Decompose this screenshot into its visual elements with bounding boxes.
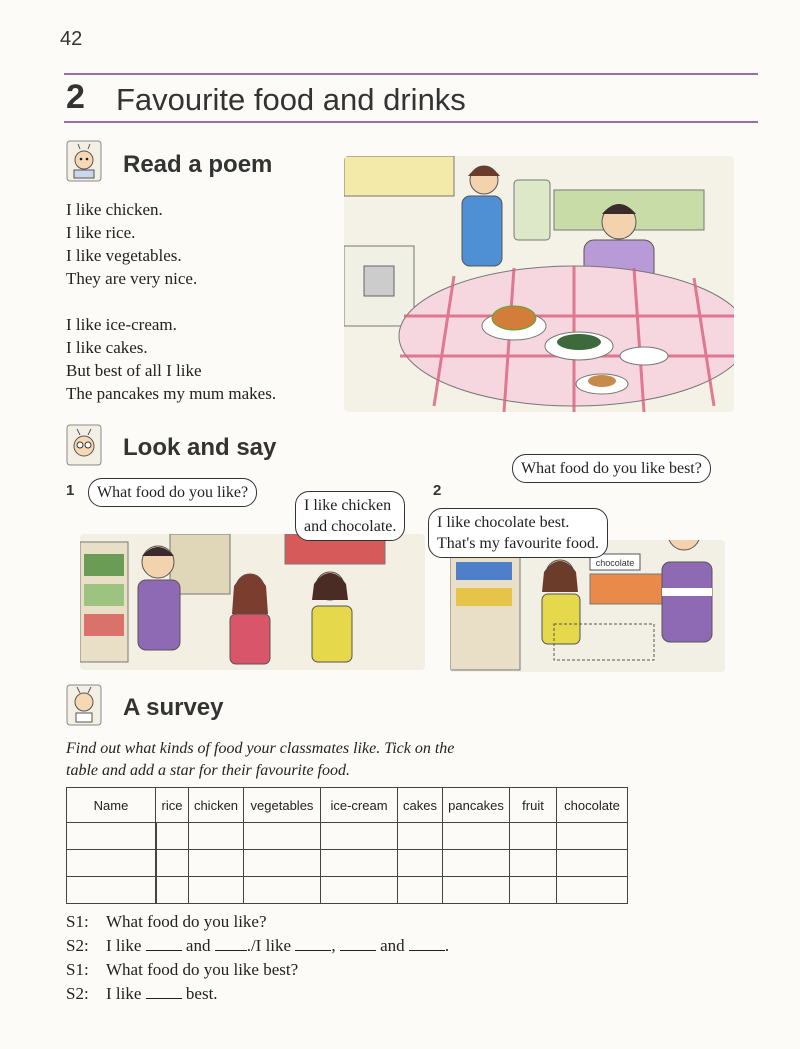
- column-header-ice-cream: ice-cream: [321, 788, 398, 823]
- column-header-pancakes: pancakes: [443, 788, 510, 823]
- poem-line: I like ice-cream.: [66, 315, 177, 334]
- table-cell[interactable]: [321, 877, 398, 904]
- dialogue-text: .: [444, 936, 450, 955]
- fill-blank[interactable]: [146, 984, 182, 999]
- instruction-line: table and add a star for their favourite food.: [66, 762, 350, 779]
- poem-line: But best of all I like: [66, 361, 202, 380]
- table-cell[interactable]: [557, 877, 628, 904]
- dialogue-line-1: [66, 910, 267, 933]
- speech-bubble-question: What food do you like?: [88, 478, 257, 507]
- speaker-label: S1:: [66, 960, 89, 979]
- dialogue-text: ,: [331, 936, 336, 955]
- fill-blank[interactable]: [295, 936, 331, 951]
- table-row: [67, 850, 628, 877]
- table-cell[interactable]: [557, 823, 628, 850]
- scene-number-1: 1: [66, 482, 75, 499]
- table-cell[interactable]: [189, 850, 244, 877]
- shop-sign-chocolate: chocolate: [595, 558, 635, 568]
- column-header-vegetables: vegetables: [244, 788, 321, 823]
- section-title-read: Read a poem: [123, 151, 273, 178]
- unit-title: Favourite food and drinks: [116, 82, 466, 117]
- column-header-rice: rice: [156, 788, 189, 823]
- fill-blank[interactable]: [340, 936, 376, 951]
- table-cell[interactable]: [156, 850, 189, 877]
- bubble-line: and chocolate.: [304, 518, 397, 535]
- table-cell[interactable]: [67, 823, 156, 850]
- table-cell[interactable]: [443, 877, 510, 904]
- table-cell[interactable]: [189, 877, 244, 904]
- fill-blank[interactable]: [215, 936, 247, 951]
- table-cell[interactable]: [321, 823, 398, 850]
- instruction-line: Find out what kinds of food your classmates like. Tick on the: [66, 740, 455, 757]
- poem-line: They are very nice.: [66, 269, 198, 288]
- dialogue-text: What food do you like?: [106, 912, 267, 931]
- table-cell[interactable]: [67, 877, 156, 904]
- kitchen-dinner-illustration: [344, 156, 734, 412]
- survey-table: [66, 787, 628, 904]
- column-header-chicken: chicken: [189, 788, 244, 823]
- table-cell[interactable]: [156, 823, 189, 850]
- fill-blank[interactable]: [146, 936, 182, 951]
- table-cell[interactable]: [557, 850, 628, 877]
- speaker-label: S1:: [66, 912, 89, 931]
- unit-number: 2: [66, 78, 85, 116]
- scene-number-2: 2: [433, 482, 442, 499]
- dialogue-text: ./I like: [246, 936, 292, 955]
- column-header-cakes: cakes: [398, 788, 443, 823]
- poem-line: I like cakes.: [66, 338, 148, 357]
- speaker-label: S2:: [66, 984, 89, 1003]
- poem-line: I like chicken.: [66, 200, 163, 219]
- table-row: [67, 877, 628, 904]
- poem-line: The pancakes my mum makes.: [66, 384, 277, 403]
- table-cell[interactable]: [443, 850, 510, 877]
- dialogue-line-2: [66, 934, 449, 957]
- dialogue-text: I like: [106, 984, 142, 1003]
- table-cell[interactable]: [510, 877, 557, 904]
- table-cell[interactable]: [443, 823, 510, 850]
- bee-writing-icon: [66, 684, 102, 726]
- table-cell[interactable]: [244, 850, 321, 877]
- section-title-survey: A survey: [123, 694, 224, 721]
- bubble-line: I like chocolate best.: [437, 514, 570, 531]
- dialogue-line-3: [66, 958, 298, 981]
- speech-bubble-question-best: What food do you like best?: [512, 454, 711, 483]
- speech-bubble-answer: [295, 491, 405, 541]
- table-row: [67, 823, 628, 850]
- title-rule-bottom: [64, 121, 758, 123]
- table-cell[interactable]: [67, 850, 156, 877]
- table-cell[interactable]: [510, 850, 557, 877]
- speech-bubble-answer-best: [428, 508, 608, 558]
- column-header-fruit: fruit: [510, 788, 557, 823]
- bubble-line: I like chicken: [304, 497, 392, 514]
- table-cell[interactable]: [321, 850, 398, 877]
- dialogue-line-4: [66, 982, 218, 1005]
- dialogue-text: best.: [185, 984, 218, 1003]
- page-number: 42: [60, 28, 83, 50]
- speaker-label: S2:: [66, 936, 89, 955]
- poem-stanza-2: [66, 313, 276, 405]
- title-rule-top: [64, 73, 758, 75]
- table-cell[interactable]: [398, 850, 443, 877]
- poem-line: I like rice.: [66, 223, 136, 242]
- bubble-line: That's my favourite food.: [437, 535, 599, 552]
- dialogue-text: and: [185, 936, 211, 955]
- dialogue-text: and: [380, 936, 405, 955]
- bee-looking-icon: [66, 424, 102, 466]
- poem-line: I like vegetables.: [66, 246, 182, 265]
- table-cell[interactable]: [189, 823, 244, 850]
- table-cell[interactable]: [244, 823, 321, 850]
- poem-stanza-1: [66, 198, 197, 290]
- survey-instructions: [66, 738, 586, 782]
- table-cell[interactable]: [510, 823, 557, 850]
- fill-blank[interactable]: [409, 936, 445, 951]
- section-title-look: Look and say: [123, 434, 277, 461]
- table-header-row: [67, 788, 628, 823]
- dialogue-text: What food do you like best?: [106, 960, 299, 979]
- shop-scene-2-illustration: [450, 540, 725, 672]
- bee-reading-icon: [66, 140, 102, 182]
- column-header-chocolate: chocolate: [557, 788, 628, 823]
- column-header-name: Name: [67, 788, 156, 823]
- table-cell[interactable]: [244, 877, 321, 904]
- table-cell[interactable]: [156, 877, 189, 904]
- dialogue-text: I like: [106, 936, 142, 955]
- shop-scene-1-illustration: [80, 534, 425, 670]
- table-cell[interactable]: [398, 823, 443, 850]
- table-cell[interactable]: [398, 877, 443, 904]
